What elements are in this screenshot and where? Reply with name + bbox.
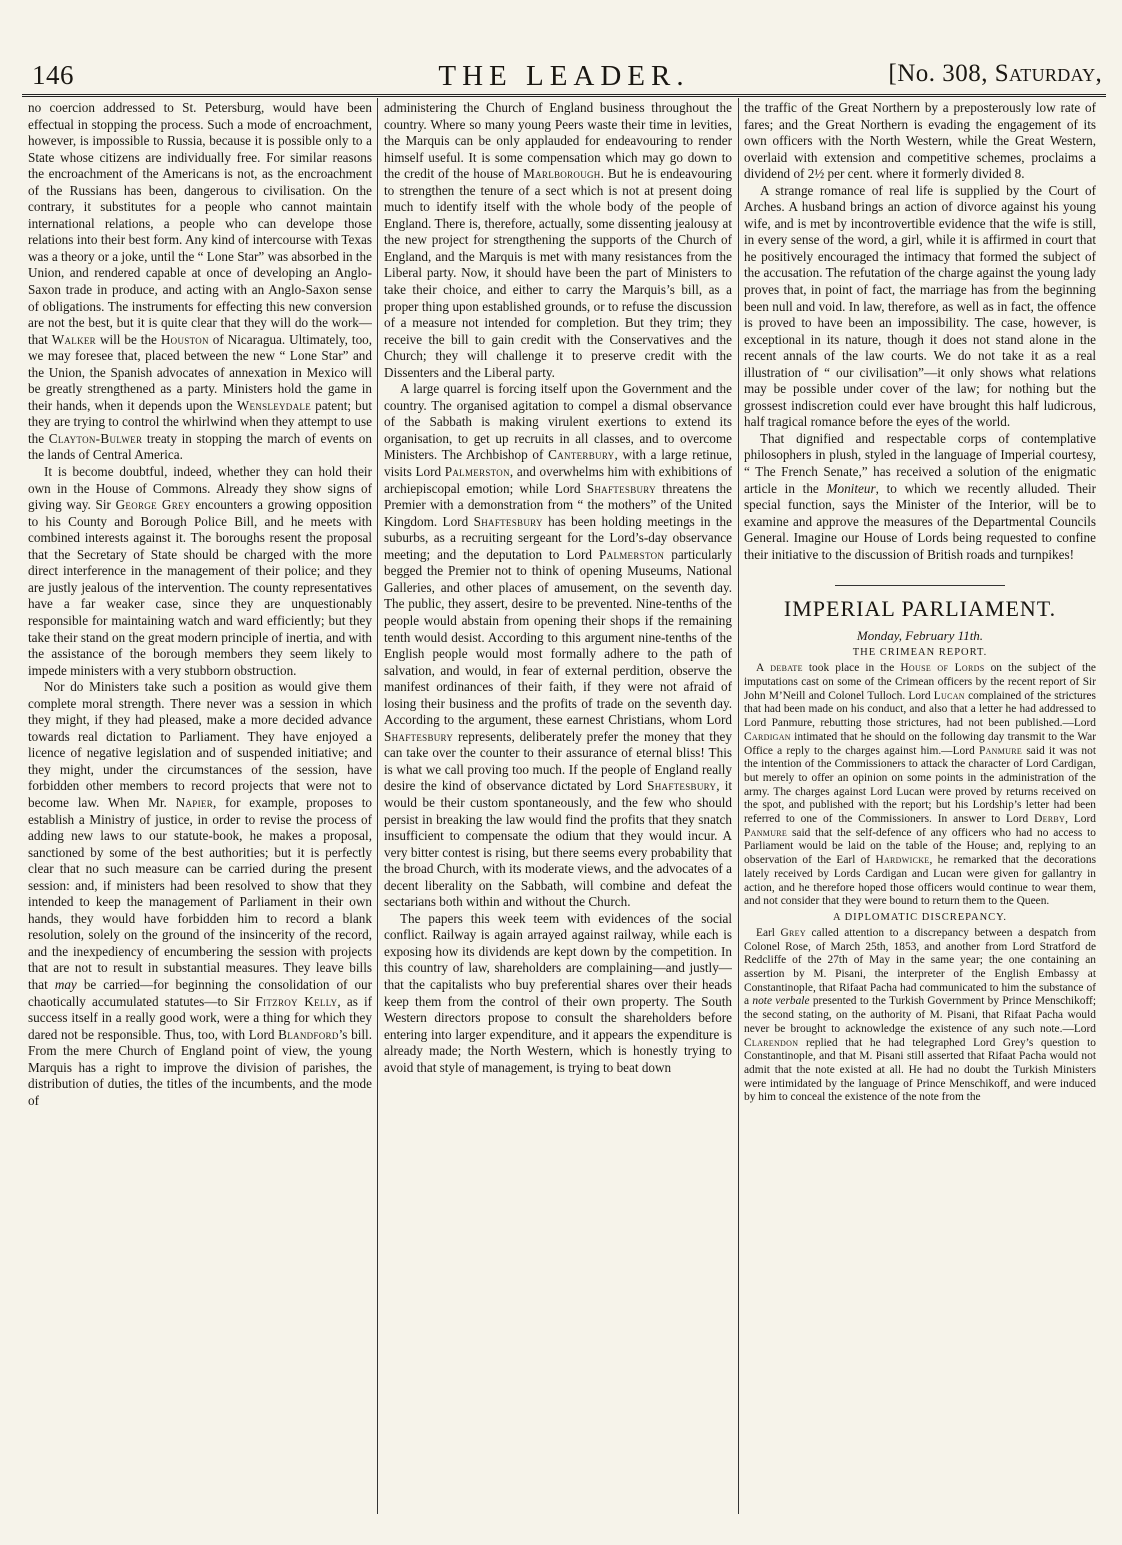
text-run: treaty in stopping the march of events on the lands of Central America. [28,430,372,463]
name-smallcaps: Blandford [278,1026,339,1042]
issue-number: [No. 308, [888,60,989,87]
paragraph [28,679,372,1109]
name-smallcaps: George Grey [115,497,191,513]
text-run: , he remarked that the decorations lately received by Lords Cardigan and Lucan were given for gallantry in action, and he therefore hoped those officers would continue to wear them, and not consider that they were bound to return them to the Queen. [744,854,1096,908]
column-divider [377,98,378,1514]
report-block [744,927,1096,1105]
text-run: Nor do Ministers take such a position as would give them complete moral strength. There never was a session in which they might, if they had pleased, make a more decided advance towards real dictation to Parliament. They have enjoyed a licence of negative legislation and of suspended initiative; and they might, under the circumstances of the session, have forbidden other members to record projects that were not to become law. When Mr. [28,679,372,810]
text-run: The papers this week teem with evidences of the social conflict. Railway is again arrayed against railway, while each is exposing how its dividends are kept down by the competition. In this country of law, shareholders are complaining—and justly—that the capitalists who buy preferential shares over their heads keep them from the control of their own property. The South Western directors propose to consult the shareholders before entering into larger expenditure, and it appears the expenditure is already made; the North Western, which is honestly trying to avoid that style of management, is trying to beat down [384,910,732,1075]
text-run: of Nicaragua. Ultimately, too, we may foresee that, placed between the new “ Lone Star” and the Union, the Spanish advocates of annexation in Mexico will be greatly strengthened as a party. Ministers hold the game in their hands, when it depends upon the [28,331,372,413]
text-run: has been holding meetings in the suburbs, as a recruiting sergeant for the Lord’s-day observance meeting; and the deputation to Lord [384,513,732,562]
name-smallcaps: Grey [780,926,806,939]
text-run: threatens the Premier with a demonstration from “ the mothers” of the United Kingdom. Lord [384,480,732,529]
name-smallcaps: Houston [160,331,209,347]
text-run: will be the [99,331,157,347]
paragraph [384,911,732,1076]
text-run: ’s bill. From the mere Church of England point of view, the young Marquis has a right to improve the division of parishes, the distribution of duties, the titles of the incumbents, and the mode of [28,1026,372,1108]
report-block [744,662,1096,909]
paragraph [744,183,1096,431]
page-number: 146 [32,60,74,90]
name-smallcaps: Panmure [978,744,1023,757]
column-3 [744,100,1096,1510]
name-smallcaps: House of Lords [900,662,985,675]
text-run: , Lord [1065,813,1096,826]
italic-word: Moniteur [826,480,876,496]
text-run: patent; but they are trying to control the whirlwind when they attempt to use the [28,397,372,446]
name-smallcaps: Canterbury [548,447,615,463]
text-run: represents, deliberately prefer the money that they can take over the counter to their assurance of eternal bliss! This is what we call proving too much. If the people of England really desire the kind of observance dictated by Lord [384,728,732,794]
text-run: presented to the Turkish Government by Prince Menschikoff; the second stating, on the authority of M. Pisani, that Rifaat Pacha would never be brought to acknowledge the existence of any such note.—Lord [744,995,1096,1035]
name-smallcaps: Shaftesbury [473,513,543,529]
text-run: It is become doubtful, indeed, whether they can hold their own in the House of Commons. Already they show signs of giving way. Sir [28,464,372,513]
text-run: administering the Church of England business throughout the country. Where so many young Peers waste their time in levities, the Marquis can be only applauded for endeavouring to render himself useful. It is some compensation which may go down to the credit of the house of [384,100,732,182]
name-smallcaps: Palmerston [444,464,510,480]
paragraph [744,100,1096,183]
section-date: Monday, February 11th. [856,628,984,644]
name-smallcaps: Panmure [744,826,788,839]
text-run: Earl [756,926,775,939]
masthead-title: THE LEADER. [438,60,690,92]
text-run: A large quarrel is forcing itself upon the Government and the country. The organised agitation to compel a dismal observance of the Sabbath is making virulent exertions to extend its organisation, to get up recruits in all classes, and to overcome Ministers. The Archbishop of [384,381,732,463]
name-smallcaps: Lucan [933,689,965,702]
paragraph [744,662,1096,909]
text-run: , with a large retinue, visits Lord [384,447,732,480]
name-smallcaps: Palmerston [599,546,665,562]
name-smallcaps: Clarendon [744,1036,799,1049]
italic-word: may [54,976,77,992]
name-smallcaps: Derby [1034,813,1066,826]
issue-label [888,60,1102,88]
name-smallcaps: Marlborough [523,166,601,182]
text-run: on the subject of the imputations cast on some of the Crimean officers by the recent report of Sir John M’Neill and Colonel Tulloch. Lord [744,662,1096,702]
column-1 [28,100,372,1510]
italic-word: note verbale [752,995,810,1008]
header-rule [22,94,1106,97]
text-run: , to which we recently alluded. Their special function, says the Minister of the Interior, will be to examine and approve the measures of the Departmental Councils General. Imagine our House of Lords being requested to confine their initiative to the discussion of British roads and turnpikes! [744,480,1096,562]
name-smallcaps: Clayton-Bulwer [48,430,143,446]
issue-day: Saturday, [994,60,1102,87]
text-run: complained of the strictures that had been made on his conduct, and also that a letter he had addressed to Lord Panmure, rebutting those strictures, had not been published.—Lord [744,689,1096,730]
page-header [22,58,1106,94]
paragraph [384,100,732,381]
paragraph [28,464,372,679]
text-run: said it was not the intention of the Commissioners to attack the character of Lord Cardigan, but merely to offer an opinion on some points in the administration of the army. The charges against Lord Lucan were proved by returns received on the spot, and published with the report; but his Lordship’s letter had been referred to one of the Commissioners. In answer to Lord [744,744,1096,826]
text-run: intimated that he should on the following day transmit to the War Office a reply to the charges against him.—Lord [744,730,1096,757]
text-run: said that the self-defence of any officers who had no access to Parliament would be laid on the table of the House; and, replying to an observation of the Earl of [744,826,1096,867]
name-smallcaps: Shaftesbury [384,728,454,744]
section-divider [835,585,1005,586]
text-run: A strange romance of real life is supplied by the Court of Arches. A husband brings an action of divorce against his young wife, and is met by incontrovertible evidence that the wife is still, in every sense of the word, a girl, while it is affirmed in court that he positively encouraged the intimacy that formed the subject of the accusation. The refutation of the charge against the young lady proves that, in point of fact, the marriage has from the beginning been null and void. In law, therefore, as well as in fact, the offence is proved to have been an impossibility. The case, however, is exceptional in its nature, though it does not stand alone in the recent annals of the law courts. We do not take it as a real illustration of “ our civilisation”—it only shows what relations may be possible under cover of the law; for nothing but the grossest indiscretion could ever have brought this half ludicrous, half tragical romance before the eyes of the world. [744,182,1096,430]
name-smallcaps: Cardigan [744,730,791,743]
section-heading: IMPERIAL PARLIAMENT. [783,596,1057,622]
text-run: encounters a growing opposition to his County and Borough Police Bill, and he meets with combined interests against it. The boroughs resent the proposal that the Secretary of State should be charged with the more direct interference in the management of their police; and they are justly jealous of the intervention. The county representatives have a far weaker case, since they are unquestionably responsible for maintaining watch and ward efficiently; but they take their stand on the great modern principle of inertia, and with the assistance of the borough members they seem likely to impede ministers with a very stubborn obstruction. [28,497,372,678]
text-run: called attention to a discrepancy between a despatch from Colonel Rose, of March 25th, 1853, and another from Lord Stratford de Redcliffe of the 27th of May in the same year; the one containing an assertion by M. Pisani, the interpreter of the English Embassy at Constantinople, that Rifaat Pacha had communicated to him the substance of a [744,926,1096,1008]
text-run: , for example, proposes to establish a Ministry of justice, in order to revise the process of adding new laws to our statute-book, he makes a proposal, sanctioned by some of the best authorities; but it is perfectly clear that no such measure can be carried during the present session: and, if ministers had been resolved to show that they intended to keep the management of Parliament in their own hands, they would have forbidden him to record a blank resolution, solely on the ground of the insincerity of the record, and the inexpediency of encumbering the session with projects that are not to result in substantial measures. They leave bills that [28,794,372,992]
paragraph [744,927,1096,1105]
subheading: A DIPLOMATIC DISCREPANCY. [832,911,1008,923]
text-run: no coercion addressed to St. Petersburg, would have been effectual in stopping the process. Such a mode of encroachment, however, is impossible to Russia, because it is possible only to a State whose citizens are individually free. For similar reasons the encroachment of the Americans is not, as the encroachment of the Russians has been, dangerous to civilisation. On the contrary, it substitutes for a people who cannot maintain international relations, a people who can develope those relations into their best form. Any kind of intercourse with Texas was a theory or a joke, until the “ Lone Star” was absorbed in the Union, and rendered capable at once of developing an Anglo-Saxon trade in produce, and acting with an Anglo-Saxon sense of obligations. The instruments for effecting this new conversion are not the best, but it is quite clear that they will do the work—that [28,100,372,347]
column-2 [384,100,732,1510]
name-smallcaps: Napier [175,794,213,810]
paragraph [384,381,732,911]
name-smallcaps: Walker [51,331,96,347]
text-run: . But he is endeavouring to strengthen the tenure of a sect which is not at present doing much to identify itself with the whole body of the people of England. There is, therefore, actually, some dissenting jealousy at the new project for strengthening the supports of the Church of England, and the Marquis is met with many resistances from the Liberal party. Now, it should have been the part of Ministers to take their choice, and either to carry the Marquis’s bill, as a proper thing upon established grounds, or to refuse the discussion of a measure not intended for completion. But they trim; they receive the bill to gain credit with the Conservatives and the Church; they will challenge it to preserve credit with the Dissenters and the Liberal party. [384,166,732,380]
subheading: THE CRIMEAN REPORT. [852,647,988,659]
text-run: be carried—for beginning the consolidation of our chaotically accumulated statutes—to Sir [28,976,372,1009]
text-run: took place in the [808,662,895,675]
text-run: That dignified and respectable corps of contemplative philosophers in plush, styled in the language of Imperial courtesy, “ The French Senate,” has received a solution of the enigmatic article in the [744,430,1096,496]
name-smallcaps: Fitzroy Kelly [255,993,338,1009]
text-run: , it would be their custom spontaneously, and the few who should persist in breaking the law would find the profits that they snatch insufficient to compensate the odium that they would incur. A very bitter contest is rising, but there seems every probability that the broad Church, with its moderate views, and the advocates of a decent liberality on the Sabbath, will combine and defeat the sectarians both within and without the Church. [384,778,732,910]
column-divider [738,98,739,1514]
name-smallcaps: Wensleydale [236,397,311,413]
paragraph [28,100,372,464]
name-smallcaps: Shaftesbury [647,778,717,794]
text-run: , as if success itself in a really good work, were a thing for which they dared not be responsible. Thus, too, with Lord [28,993,372,1042]
name-smallcaps: Shaftesbury [586,480,656,496]
text-run: replied that he had telegraphed Lord Grey’s question to Constantinople, and that M. Pisani still asserted that Rifaat Pacha would not admit that the note existed at all. He had no doubt the Turkish Ministers were intimidated by the language of Prince Menschikoff, and were induced by him to conceal the existence of the note from the [744,1036,1096,1104]
text-run: particularly begged the Premier not to think of opening Museums, National Galleries, and other places of amusement, on the seventh day. The public, they assert, desire to be prevented. Nine-tenths of the people would abstain from opening their shops if the remaining tenth would desist. According to this argument nine-tenths of the English people would most formally adhere to the path of salvation, and would, in fear of external perdition, observe the manifest ordinances of their faith, if they were not afraid of losing their business and the profits of trade on the seventh day. According to the argument, these earnest Christians, whom Lord [384,546,732,728]
text-run: the traffic of the Great Northern by a preposterously low rate of fares; and the Great Northern is evading the engagement of its own officers with the North Western, while the Great Western, overlaid with extension and competitive schemes, proclaims a dividend of 2½ per cent. where it formerly divided 8. [744,100,1096,182]
name-smallcaps: A debate [756,662,803,675]
paragraph [744,431,1096,563]
name-smallcaps: Hardwicke [875,854,930,867]
text-run: , and overwhelms him with exhibitions of archiepiscopal emotion; while Lord [384,464,732,496]
